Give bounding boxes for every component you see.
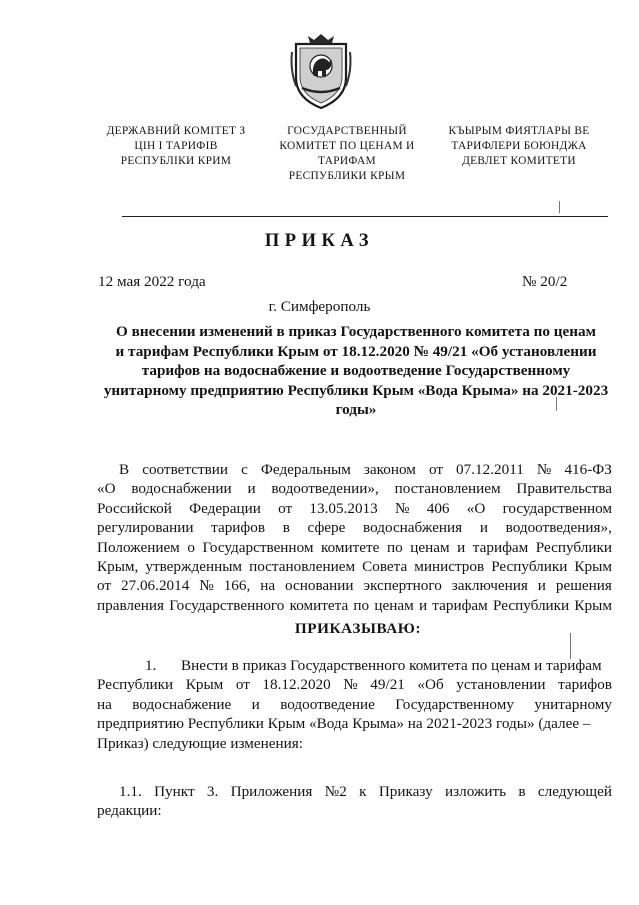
word: Положением xyxy=(97,538,180,556)
word: «О xyxy=(97,480,116,498)
word: 416-ФЗ xyxy=(564,461,612,478)
word: с xyxy=(241,461,248,478)
word: заключения xyxy=(451,577,528,595)
paragraph-line xyxy=(97,675,612,694)
word: от xyxy=(278,499,293,517)
word: 1.1. xyxy=(119,783,142,800)
word: в xyxy=(282,519,290,537)
paragraph-line xyxy=(97,557,612,576)
word: комитете xyxy=(321,538,380,556)
scan-mark xyxy=(559,201,560,213)
paragraph-line xyxy=(97,479,612,498)
header-line: ТАРИФЛЕРИ БОЮНДЖА xyxy=(451,140,587,152)
word: регулировании xyxy=(97,519,194,537)
word: и xyxy=(479,519,488,537)
header-line: ТАРИФАМ xyxy=(318,155,376,167)
word: и xyxy=(247,480,256,498)
header-line: РЕСПУБЛІКИ КРИМ xyxy=(120,155,232,167)
word: тарифов xyxy=(558,676,612,694)
word: о xyxy=(187,538,195,556)
word: Республики xyxy=(535,538,612,556)
item-number: 1. xyxy=(145,657,157,674)
word: на xyxy=(260,577,276,595)
word: постановлением xyxy=(249,558,356,576)
word: Приказу xyxy=(378,783,433,800)
word: соответствии xyxy=(142,461,229,478)
document-city: г. Симферополь xyxy=(268,298,371,315)
word: Государственного xyxy=(169,596,285,614)
heading-line: тарифов на водоснабжение и водоотведение Государственному xyxy=(141,362,571,380)
word: и xyxy=(457,538,466,556)
word: водоснабжения xyxy=(363,519,463,537)
paragraph-line xyxy=(97,782,612,801)
paragraph-line xyxy=(97,518,612,537)
paragraph-line: предприятию Республики Крым «Вода Крыма» на 2021-2023 годы» (далее – xyxy=(97,715,591,733)
line-text: Внести в приказ Государственного комитета по ценам и тарифам xyxy=(181,657,602,674)
word: Государственному xyxy=(395,695,514,713)
word: к xyxy=(359,783,367,800)
word: по xyxy=(386,538,403,556)
word: 166, xyxy=(223,577,251,595)
preamble-paragraph xyxy=(97,460,612,615)
header-line: ДЕРЖАВНИЙ КОМІТЕТ З xyxy=(106,125,246,137)
heading-line: О внесении изменений в приказ Государственного комитета по ценам xyxy=(116,323,596,340)
word: 07.12.2011 xyxy=(456,461,524,478)
word: № xyxy=(199,577,214,595)
scan-mark xyxy=(570,633,571,659)
word: утвержденным xyxy=(145,558,243,576)
word: от xyxy=(235,676,250,694)
word: тарифам xyxy=(432,596,488,614)
order-heading: ПРИКАЗЫВАЮ: xyxy=(294,620,422,637)
word: в xyxy=(518,783,526,800)
word: законом xyxy=(363,461,416,478)
header-ukrainian xyxy=(96,124,256,169)
word: Пункт xyxy=(154,783,195,800)
word: Федеральным xyxy=(260,461,351,478)
header-divider xyxy=(122,216,608,217)
word: 27.06.2014 xyxy=(120,577,190,595)
document-number: № 20/2 xyxy=(522,273,568,290)
header-line: ДЕВЛЕТ КОМИТЕТИ xyxy=(462,155,576,167)
word: В xyxy=(119,461,130,478)
word: № xyxy=(394,499,410,517)
document-date: 12 мая 2022 года xyxy=(98,273,206,290)
word: водоотведении», xyxy=(271,480,379,498)
paragraph-line xyxy=(97,695,612,714)
item-1-paragraph xyxy=(97,656,612,753)
word: и xyxy=(418,596,428,614)
word: Российской xyxy=(97,499,172,517)
word: водоотведения», xyxy=(505,519,612,537)
word: 13.05.2013 xyxy=(309,499,378,517)
word: Крым xyxy=(574,558,612,576)
word: следующей xyxy=(537,783,612,800)
word: ценам xyxy=(410,538,450,556)
word: №2 xyxy=(324,783,347,800)
word: водоснабжении xyxy=(131,480,232,498)
word: унитарному xyxy=(534,695,612,713)
heading-line: годы» xyxy=(335,401,377,419)
header-line: КЪЫРЫМ ФИЯТЛАРЫ ВЕ xyxy=(448,125,590,137)
word: водоснабжение xyxy=(132,695,232,713)
paragraph-line xyxy=(97,499,612,518)
word: на xyxy=(97,695,112,713)
paragraph-line xyxy=(97,460,612,479)
header-russian xyxy=(266,124,428,184)
paragraph-line xyxy=(97,538,612,557)
word: Крым xyxy=(574,596,612,614)
word: и xyxy=(251,695,260,713)
item-1-1-paragraph xyxy=(97,782,612,821)
word: тарифам xyxy=(472,538,529,556)
word: 406 xyxy=(426,499,450,517)
header-line: РЕСПУБЛИКИ КРЫМ xyxy=(288,170,406,182)
word: Крым, xyxy=(97,558,139,576)
word: решения xyxy=(555,577,612,595)
word: Совета xyxy=(362,558,408,576)
word: от xyxy=(97,577,112,595)
word: Республики xyxy=(97,676,174,694)
word: 49/21 xyxy=(370,676,405,694)
word: Республики xyxy=(491,558,568,576)
word: по xyxy=(353,596,370,614)
word: ценам xyxy=(374,596,414,614)
document-title: ПРИКАЗ xyxy=(264,231,375,251)
word: Государственном xyxy=(202,538,314,556)
word: № xyxy=(536,461,552,478)
word: министров xyxy=(414,558,485,576)
heading-line: и тарифам Республики Крым от 18.12.2020 № 49/21 «Об установлении xyxy=(115,342,597,360)
word: правления xyxy=(97,596,164,614)
paragraph-line xyxy=(97,576,612,595)
word: 3. xyxy=(206,783,219,800)
word: и xyxy=(537,577,546,595)
header-line: ЦІН І ТАРИФІВ xyxy=(134,140,218,152)
word: Республики xyxy=(493,596,570,614)
heading-line: унитарному предприятию Республики Крым «Вода Крыма» на 2021-2023 xyxy=(103,381,609,399)
word: изложить xyxy=(444,783,507,800)
word: Крым xyxy=(185,676,224,694)
word: основании xyxy=(285,577,354,595)
word: сфере xyxy=(307,519,346,537)
word: 18.12.2020 xyxy=(262,676,331,694)
header-line: КОМИТЕТ ПО ЦЕНАМ И xyxy=(279,140,415,152)
word: № xyxy=(343,676,358,694)
word: экспертного xyxy=(363,577,442,595)
paragraph-line: Приказ) следующие изменения: xyxy=(97,734,303,752)
word: тарифов xyxy=(211,519,266,537)
paragraph-line xyxy=(97,596,612,615)
word: Правительства xyxy=(516,480,612,498)
word: постановлением xyxy=(394,480,501,498)
word: комитета xyxy=(289,596,349,614)
word: Приложения xyxy=(230,783,313,800)
document-heading xyxy=(96,322,616,420)
paragraph-line: редакции: xyxy=(97,802,162,820)
word: государственном xyxy=(502,499,612,517)
crimea-coat-of-arms-icon xyxy=(288,30,354,110)
word: «О xyxy=(466,499,486,517)
word: Федерации xyxy=(189,499,261,517)
word: от xyxy=(428,461,443,478)
header-crimean-tatar xyxy=(430,124,608,169)
word: установлении xyxy=(456,676,546,694)
header-line: ГОСУДАРСТВЕННЫЙ xyxy=(287,125,407,137)
word: «Об xyxy=(417,676,444,694)
scan-mark xyxy=(556,397,557,411)
paragraph-line xyxy=(97,656,612,675)
word: водоотведение xyxy=(280,695,375,713)
